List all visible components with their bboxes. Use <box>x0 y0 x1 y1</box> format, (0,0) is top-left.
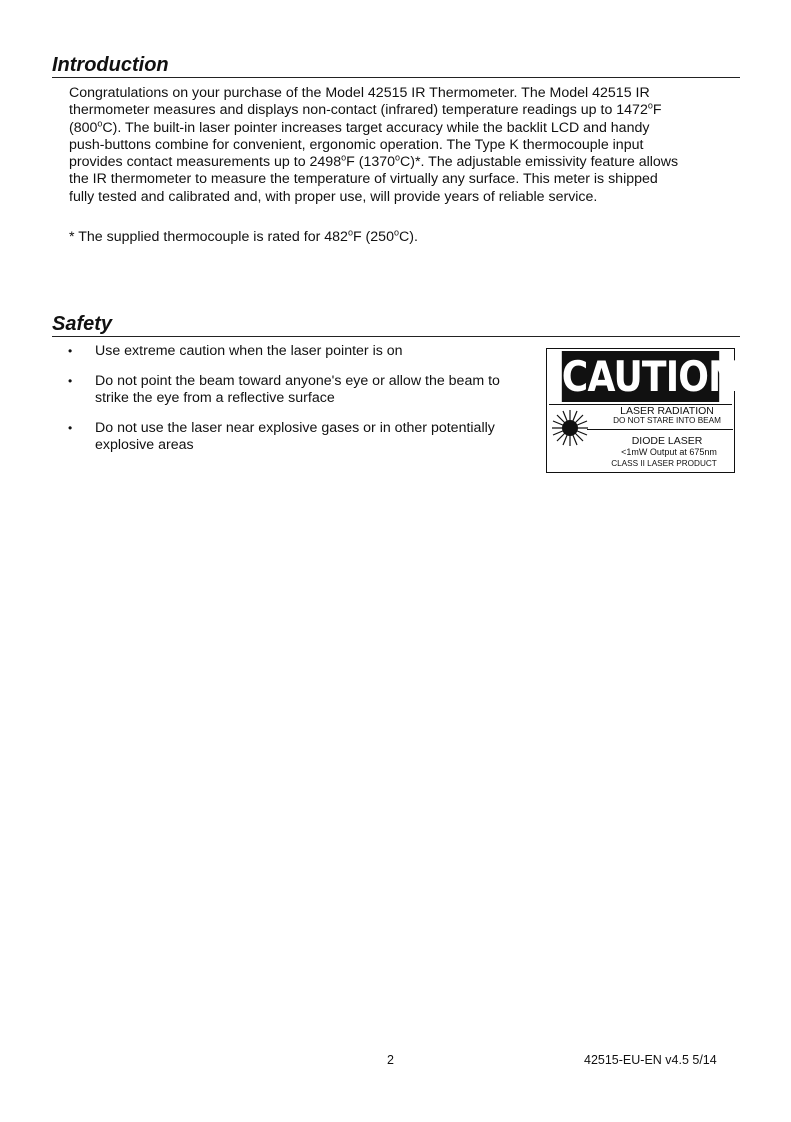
introduction-heading: Introduction <box>52 53 740 78</box>
safety-heading: Safety <box>52 312 740 337</box>
laser-class-text: CLASS II LASER PRODUCT <box>611 459 717 468</box>
laser-output-text: <1mW Output at 675nm <box>621 447 717 457</box>
intro-line: push-buttons combine for convenient, ergonomic operation. The Type K thermocouple input <box>69 136 644 153</box>
intro-line: Congratulations on your purchase of the Model 42515 IR Thermometer. The Model 42515 IR <box>69 85 650 101</box>
laser-radiation-text: LASER RADIATION <box>620 405 714 417</box>
bullet-icon: • <box>68 421 73 435</box>
laser-starburst-icon <box>551 409 589 447</box>
intro-line: (800$^o$C). The built-in laser pointer increases target accuracy while the backlit LCD and handy <box>69 117 650 136</box>
bullet-icon: • <box>68 374 73 388</box>
thermocouple-footnote: * The supplied thermocouple is rated for 482$^o$F (250$^o$C). <box>69 227 418 245</box>
intro-line: fully tested and calibrated and, with proper use, will provide years of reliable service. <box>69 188 598 205</box>
document-id: 42515-EU-EN v4.5 5/14 <box>584 1053 717 1067</box>
diode-laser-text: DIODE LASER <box>631 435 703 447</box>
caution-divider <box>587 429 733 430</box>
page-number: 2 <box>387 1053 394 1067</box>
intro-line: provides contact measurements up to 2498$^o$F (1370$^o$C)*. The adjustable emissivity feature allows <box>69 152 679 171</box>
safety-item: • Do not use the laser near explosive gases or in other potentially explosive areas <box>68 420 495 453</box>
safety-list <box>63 343 533 467</box>
intro-line: the IR thermometer to measure the temperature of virtually any surface. This meter is shipped <box>69 171 658 188</box>
safety-item: • Do not point the beam toward anyone's eye or allow the beam to strike the eye from a reflective surface <box>68 373 500 406</box>
do-not-stare-text: DO NOT STARE INTO BEAM <box>613 416 721 425</box>
caution-label <box>546 348 738 473</box>
caution-title: CAUTION <box>561 352 738 401</box>
bullet-icon: • <box>68 344 73 358</box>
intro-line: thermometer measures and displays non-contact (infrared) temperature readings up to 1472$^o$F <box>69 100 662 119</box>
safety-item: • Use extreme caution when the laser pointer is on <box>68 343 403 359</box>
introduction-paragraph <box>69 85 729 206</box>
